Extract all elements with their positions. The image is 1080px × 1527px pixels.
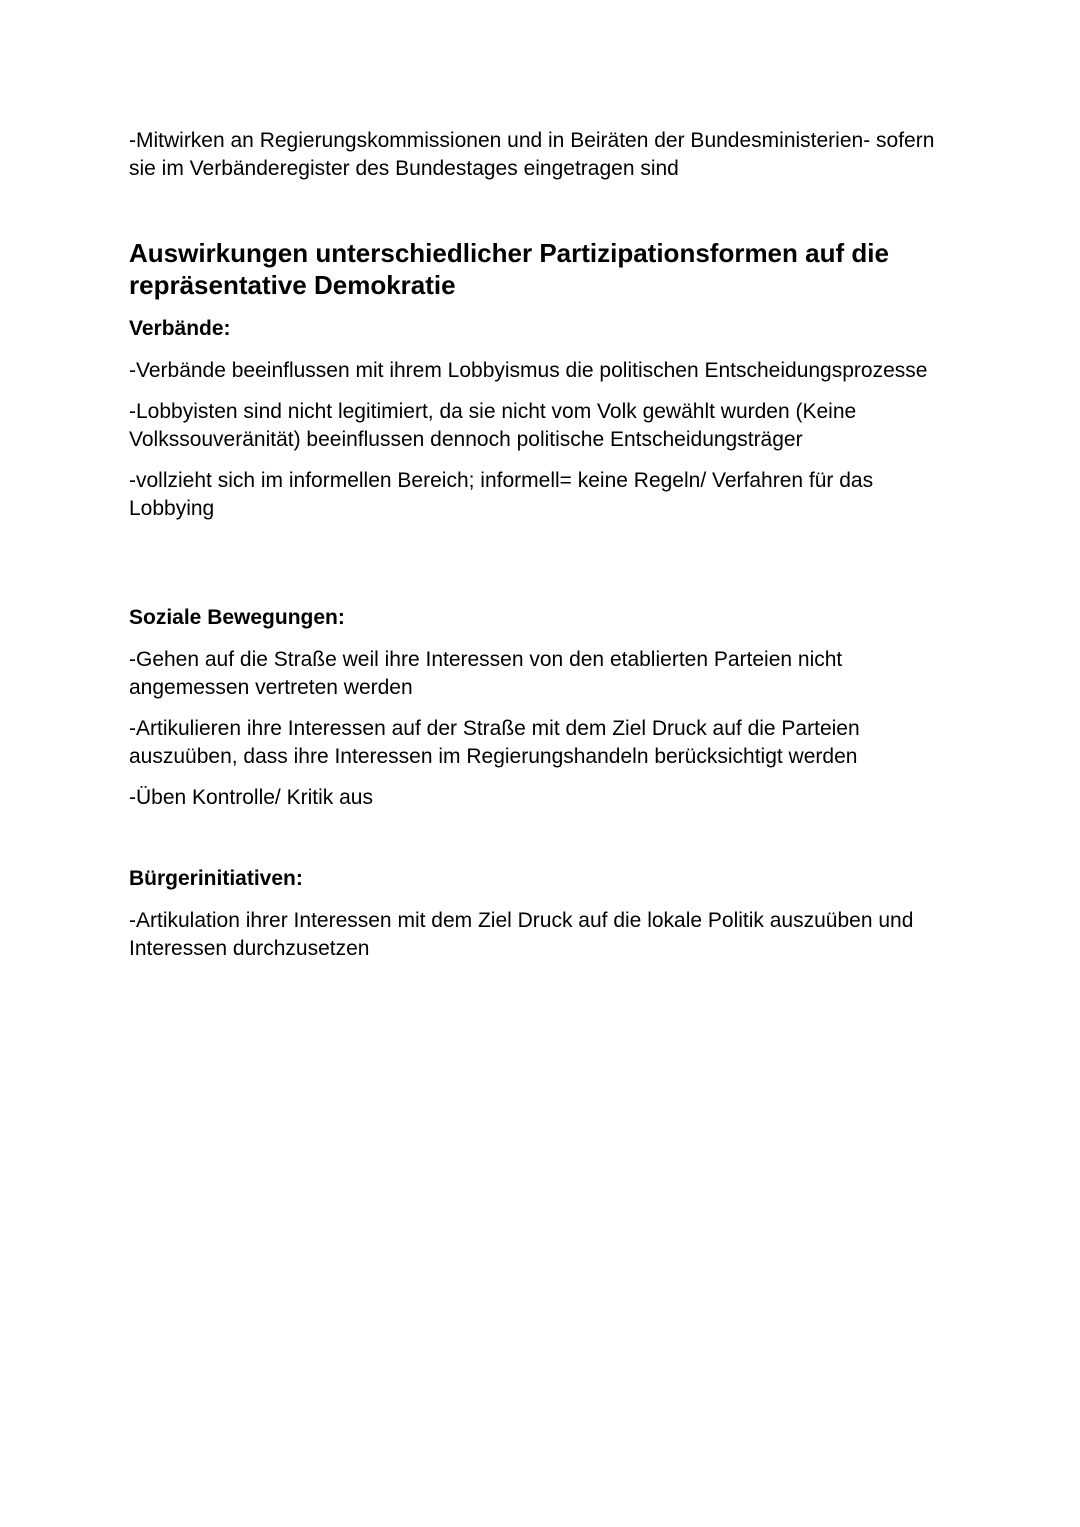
section-title: Verbände: bbox=[129, 317, 231, 340]
main-heading: Auswirkungen unterschiedlicher Partizipationsformen auf die repräsentative Demokratie bbox=[129, 238, 889, 300]
section-item: -Artikulation ihrer Interessen mit dem Ziel Druck auf die lokale Politik auszuüben und Interessen durchzusetzen bbox=[129, 909, 914, 960]
section-item: -Lobbyisten sind nicht legitimiert, da sie nicht vom Volk gewählt wurden (Keine Volkssouveränität) beeinflussen dennoch politische Entscheidungsträger bbox=[129, 400, 857, 451]
section-buergerinitiativen bbox=[129, 865, 959, 976]
section-item: -vollzieht sich im informellen Bereich; informell= keine Regeln/ Verfahren für das Lobbying bbox=[129, 469, 874, 520]
section-item: -Gehen auf die Straße weil ihre Interessen von den etablierten Parteien nicht angemessen vertreten werden bbox=[129, 648, 843, 699]
section-item: -Üben Kontrolle/ Kritik aus bbox=[129, 786, 373, 809]
section-title: Bürgerinitiativen: bbox=[129, 867, 303, 890]
intro-paragraph: -Mitwirken an Regierungskommissionen und in Beiräten der Bundesministerien- sofern sie im Verbänderegister des Bundestages eingetragen sind bbox=[129, 129, 935, 180]
section-soziale-bewegungen bbox=[129, 604, 959, 825]
section-verbaende bbox=[129, 315, 959, 536]
section-item: -Artikulieren ihre Interessen auf der Straße mit dem Ziel Druck auf die Parteien auszuüben, dass ihre Interessen im Regierungshandeln berücksichtigt werden bbox=[129, 717, 860, 768]
section-item: -Verbände beeinflussen mit ihrem Lobbyismus die politischen Entscheidungsprozesse bbox=[129, 359, 928, 382]
section-title: Soziale Bewegungen: bbox=[129, 606, 345, 629]
